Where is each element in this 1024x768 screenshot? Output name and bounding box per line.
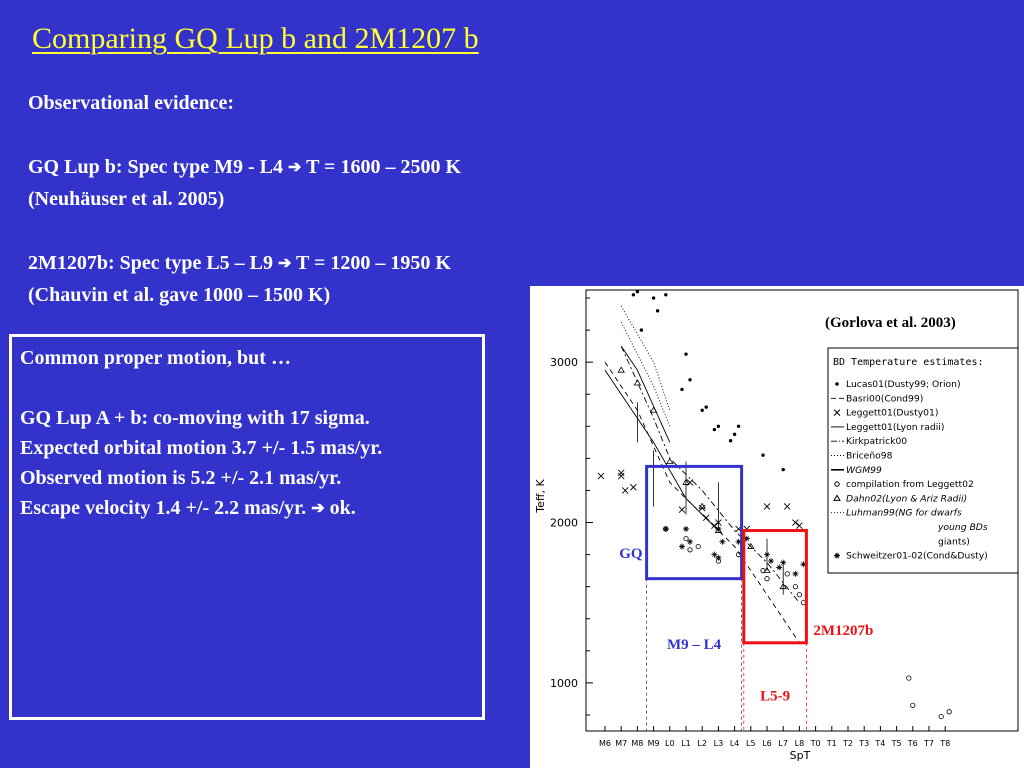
- x-axis-label: SpT: [789, 749, 811, 762]
- x-marker: [618, 470, 624, 476]
- circle-marker: [765, 576, 769, 580]
- triangle-marker: [667, 459, 673, 464]
- dot-marker: [684, 352, 687, 355]
- gq-temp-text: T = 1600 – 2500 K: [306, 156, 462, 178]
- x-tick-label: T4: [875, 739, 886, 748]
- gq-range-label: M9 – L4: [667, 637, 722, 654]
- x-tick-label: M6: [599, 739, 611, 748]
- model-line: [621, 306, 670, 410]
- m2-temp-text: T = 1200 – 1950 K: [296, 252, 451, 274]
- motion-line-4: Observed motion is 5.2 +/- 2.1 mas/yr.: [20, 467, 342, 489]
- dot-marker: [652, 296, 655, 299]
- evidence-heading: Observational evidence:: [28, 92, 235, 114]
- dot-marker: [705, 405, 708, 408]
- star-marker: [719, 539, 725, 545]
- proper-motion-box: [9, 334, 485, 720]
- y-axis-label: Teff, K: [534, 479, 547, 513]
- model-line: [621, 322, 670, 426]
- motion-line-3: Expected orbital motion 3.7 +/- 1.5 mas/yr.: [20, 437, 383, 459]
- triangle-marker: [618, 367, 624, 372]
- motion-line-1: Common proper motion, but …: [20, 347, 291, 369]
- x-tick-label: L4: [729, 739, 740, 748]
- star-marker: [711, 552, 717, 558]
- legend-entry: Briceño98: [846, 450, 893, 462]
- circle-marker: [684, 536, 688, 540]
- gq-spec-line: [28, 152, 461, 184]
- dot-marker: [713, 428, 716, 431]
- x-tick-label: L7: [778, 739, 788, 748]
- dot-marker: [737, 425, 740, 428]
- x-marker: [796, 523, 802, 529]
- temperature-chart: [530, 286, 1024, 768]
- circle-marker: [911, 703, 915, 707]
- motion-line-5-text: Escape velocity 1.4 +/- 2.2 mas/yr.: [20, 497, 307, 519]
- dot-marker: [656, 309, 659, 312]
- x-tick-label: L1: [681, 739, 691, 748]
- legend-entry: Leggett01(Dusty01): [846, 407, 939, 419]
- dot-marker: [664, 293, 667, 296]
- dot-marker: [729, 439, 732, 442]
- star-marker: [780, 560, 786, 566]
- x-tick-label: T5: [891, 739, 902, 748]
- star-marker: [764, 552, 770, 558]
- x-tick-label: T8: [940, 739, 951, 748]
- legend-entry: compilation from Leggett02: [846, 479, 974, 491]
- model-line: [605, 362, 799, 643]
- m2-range-label: L5-9: [760, 688, 791, 705]
- x-tick-label: T2: [843, 739, 853, 748]
- circle-marker: [947, 710, 951, 714]
- star-marker: [768, 558, 774, 564]
- legend-entry: Kirkpatrick00: [846, 436, 908, 448]
- y-tick-label: 3000: [550, 356, 578, 370]
- legend-entry: giants): [938, 536, 970, 548]
- legend-entry: Basri00(Cond99): [846, 393, 924, 405]
- motion-line-2: GQ Lup A + b: co-moving with 17 sigma.: [20, 407, 370, 429]
- figure-citation: (Gorlova et al. 2003): [825, 315, 956, 331]
- gq-label: GQ: [619, 545, 643, 562]
- x-tick-label: L5: [746, 739, 756, 748]
- m2-spec-text: 2M1207b: Spec type L5 – L9: [28, 252, 273, 274]
- star-marker: [679, 544, 685, 550]
- x-tick-label: M8: [631, 739, 644, 748]
- dot-marker: [636, 290, 639, 293]
- x-marker: [679, 507, 685, 513]
- star-marker: [663, 526, 669, 532]
- x-tick-label: T0: [810, 739, 821, 748]
- dot-marker: [632, 293, 635, 296]
- circle-marker: [688, 548, 692, 552]
- legend-dot-icon: [835, 382, 838, 385]
- legend-entry: Leggett01(Lyon radii): [846, 421, 945, 433]
- x-tick-label: L8: [794, 739, 805, 748]
- x-marker: [764, 503, 770, 509]
- x-tick-label: M7: [615, 739, 628, 748]
- m2-reference: (Chauvin et al. gave 1000 – 1500 K): [28, 284, 331, 306]
- star-marker: [792, 571, 798, 577]
- temperature-figure: [530, 286, 1024, 768]
- right-arrow-icon: ➔: [278, 255, 292, 272]
- circle-marker: [785, 572, 789, 576]
- dot-marker: [717, 425, 720, 428]
- x-marker: [622, 487, 628, 493]
- legend-title: BD Temperature estimates:: [833, 357, 984, 368]
- x-marker: [792, 520, 798, 526]
- x-tick-label: L3: [713, 739, 724, 748]
- dot-marker: [640, 328, 643, 331]
- x-marker: [711, 523, 717, 529]
- legend-entry: Luhman99(NG for dwarfs: [846, 507, 962, 519]
- circle-marker: [907, 676, 911, 680]
- slide-title: Comparing GQ Lup b and 2M1207 b: [32, 22, 479, 55]
- x-tick-label: L2: [697, 739, 707, 748]
- legend-entry: young BDs: [938, 522, 988, 533]
- motion-line-5-result: ok.: [329, 497, 356, 519]
- m2-spec-line: [28, 248, 461, 280]
- evidence-block: [28, 88, 461, 310]
- dot-marker: [688, 378, 691, 381]
- x-tick-label: L0: [665, 739, 675, 748]
- x-tick-label: T1: [826, 739, 837, 748]
- circle-marker: [696, 544, 700, 548]
- star-marker: [683, 526, 689, 532]
- x-tick-label: T7: [924, 739, 934, 748]
- m2-label: 2M1207b: [813, 622, 874, 639]
- circle-marker: [793, 584, 797, 588]
- x-marker: [598, 473, 604, 479]
- dot-marker: [680, 388, 683, 391]
- legend-entry: Lucas01(Dusty99; Orion): [846, 379, 961, 390]
- gq-reference: (Neuhäuser et al. 2005): [28, 188, 225, 210]
- dot-marker: [733, 433, 736, 436]
- dot-marker: [782, 468, 785, 471]
- circle-marker: [797, 592, 801, 596]
- legend-entry: Dahn02(Lyon & Ariz Radii): [846, 493, 968, 505]
- x-tick-label: T6: [907, 739, 918, 748]
- y-tick-label: 1000: [550, 676, 578, 690]
- x-tick-label: M9: [647, 739, 660, 748]
- dot-marker: [761, 453, 764, 456]
- circle-marker: [761, 568, 765, 572]
- triangle-marker: [651, 407, 657, 412]
- x-marker: [784, 503, 790, 509]
- y-tick-label: 2000: [550, 516, 578, 530]
- x-marker: [618, 473, 624, 479]
- model-line: [621, 346, 670, 442]
- circle-marker: [939, 714, 943, 718]
- dot-marker: [701, 409, 704, 412]
- legend-entry: WGM99: [846, 464, 882, 476]
- x-tick-label: L6: [762, 739, 772, 748]
- x-tick-label: T3: [859, 739, 870, 748]
- model-line: [605, 370, 718, 530]
- right-arrow-icon: ➔: [288, 159, 302, 176]
- x-marker: [703, 515, 709, 521]
- legend-entry: Schweitzer01-02(Cond&Dusty): [846, 550, 988, 562]
- gq-spec-text: GQ Lup b: Spec type M9 - L4: [28, 156, 284, 178]
- motion-line-5: [20, 493, 482, 525]
- x-marker: [630, 484, 636, 490]
- star-marker: [776, 564, 782, 570]
- triangle-marker: [634, 380, 640, 385]
- right-arrow-icon: ➔: [311, 500, 325, 517]
- gq-region-box: [647, 466, 742, 578]
